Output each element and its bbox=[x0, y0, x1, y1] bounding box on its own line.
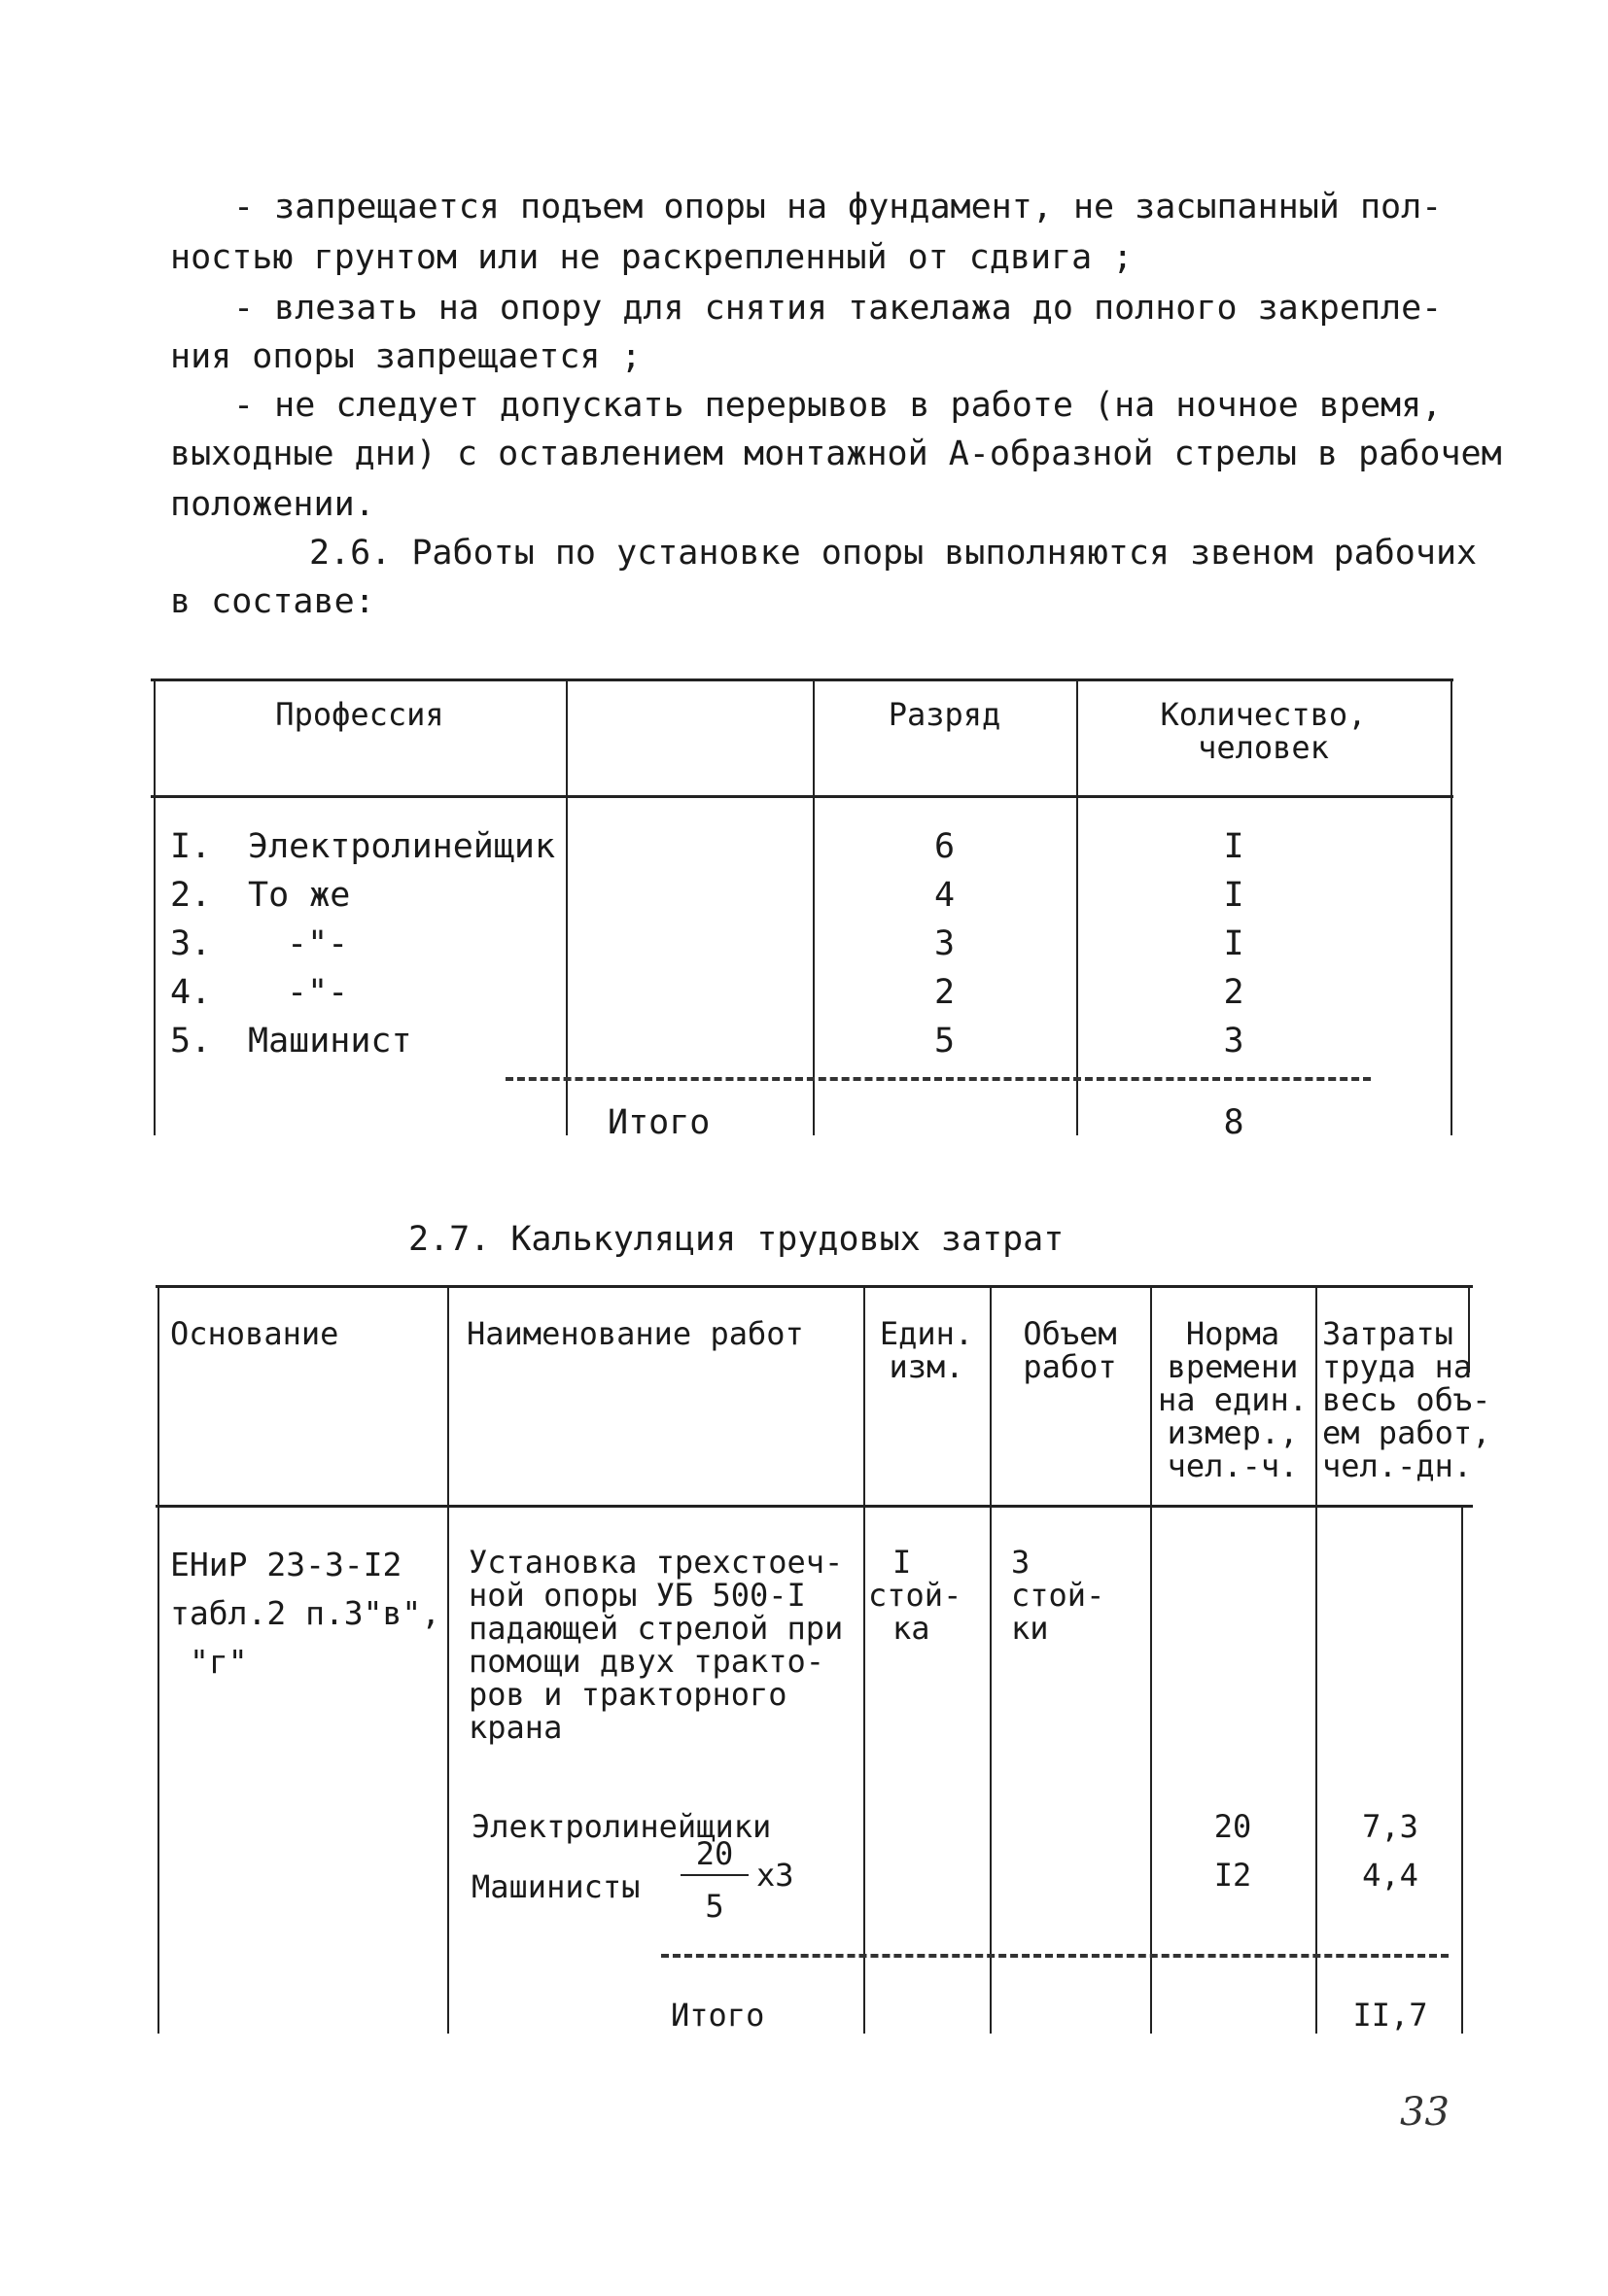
calc-sub2-frac-den: 5 bbox=[705, 1888, 724, 1925]
calc-work-line: ной опоры УБ 500-I bbox=[469, 1577, 806, 1614]
crew-row-grade: 5 bbox=[933, 1022, 956, 1061]
calc-header-norm-1: Норма bbox=[1185, 1315, 1280, 1352]
crew-header-grade: Разряд bbox=[888, 696, 1001, 733]
calc-work-line: крана bbox=[469, 1709, 563, 1746]
calc-volume-line: ки bbox=[1011, 1610, 1049, 1647]
calc-header-basis: Основание bbox=[170, 1315, 339, 1352]
para1-line2: ностью грунтом или не раскрепленный от сдвига ; bbox=[170, 238, 1134, 277]
crew-row-num: 3. bbox=[170, 924, 212, 963]
calc-volume-line: 3 bbox=[1011, 1544, 1031, 1581]
crew-row-num: I. bbox=[170, 827, 212, 866]
calc-sub2-frac-bar bbox=[681, 1874, 749, 1876]
calc-col-line-4 bbox=[990, 1285, 992, 2034]
calc-header-norm-2: времени bbox=[1167, 1348, 1299, 1385]
crew-row-count: I bbox=[1223, 827, 1244, 866]
calc-sub1-norm: 20 bbox=[1213, 1808, 1252, 1845]
calc-header-cost-5: чел.-дн. bbox=[1322, 1447, 1473, 1484]
calc-header-cost-3: весь объ- bbox=[1322, 1381, 1491, 1418]
calc-basis-3: "г" bbox=[190, 1643, 248, 1681]
crew-col-line-2 bbox=[566, 678, 568, 1135]
calc-col-line-7b bbox=[1461, 1505, 1463, 2034]
crew-row-count: I bbox=[1223, 924, 1244, 963]
calc-col-line-6 bbox=[1315, 1285, 1317, 2034]
calc-unit-line: стой- bbox=[868, 1577, 962, 1614]
crew-total-separator bbox=[506, 1077, 1371, 1081]
crew-row-num: 4. bbox=[170, 973, 212, 1012]
calc-col-line-3 bbox=[863, 1285, 865, 2034]
crew-row-profession: -"- bbox=[287, 973, 349, 1012]
crew-header-count-line1: Количество, bbox=[1160, 696, 1367, 733]
calc-header-work-name: Наименование работ bbox=[467, 1315, 804, 1352]
calc-header-volume-2: работ bbox=[1023, 1348, 1117, 1385]
para4-line1: 2.6. Работы по установке опоры выполняются звеном рабочих bbox=[309, 534, 1478, 573]
calc-header-cost-1: Затраты bbox=[1322, 1315, 1453, 1352]
calc-header-norm-4: измер., bbox=[1167, 1414, 1299, 1451]
crew-row-profession: То же bbox=[248, 876, 351, 915]
calc-header-volume-1: Объем bbox=[1023, 1315, 1117, 1352]
crew-row-count: 2 bbox=[1223, 973, 1244, 1012]
crew-row-grade: 4 bbox=[933, 876, 956, 915]
crew-row-profession: Машинист bbox=[248, 1022, 412, 1061]
page-number: 33 bbox=[1400, 2090, 1450, 2135]
crew-row-grade: 3 bbox=[933, 924, 956, 963]
crew-row-count: 3 bbox=[1223, 1022, 1244, 1061]
crew-table-header-rule bbox=[151, 795, 1453, 798]
calc-total-separator bbox=[661, 1954, 1449, 1958]
calc-title: 2.7. Калькуляция трудовых затрат bbox=[408, 1220, 1065, 1259]
crew-row-num: 5. bbox=[170, 1022, 212, 1061]
calc-header-unit-2: изм. bbox=[889, 1348, 964, 1385]
crew-header-count-line2: человек bbox=[1198, 729, 1329, 766]
crew-row-grade: 2 bbox=[933, 973, 956, 1012]
para4-line2: в составе: bbox=[170, 582, 375, 621]
calc-col-line-1 bbox=[157, 1285, 159, 2034]
para2-line2: ния опоры запрещается ; bbox=[170, 337, 642, 376]
crew-col-line-5 bbox=[1451, 678, 1452, 1135]
crew-total-value: 8 bbox=[1223, 1103, 1244, 1142]
calc-header-unit-1: Един. bbox=[879, 1315, 974, 1352]
calc-total-value: II,7 bbox=[1352, 1997, 1428, 2034]
para2-line1: - влезать на опору для снятия такелажа до полного закрепле- bbox=[233, 289, 1443, 328]
calc-sub1-label: Электролинейщики bbox=[472, 1808, 772, 1845]
calc-sub2-label: Машинисты bbox=[472, 1868, 641, 1905]
calc-total-label: Итого bbox=[671, 1997, 765, 2034]
crew-row-count: I bbox=[1223, 876, 1244, 915]
crew-row-grade: 6 bbox=[933, 827, 956, 866]
calc-basis-2: табл.2 п.3"в", bbox=[170, 1594, 441, 1632]
calc-header-cost-4: ем работ, bbox=[1322, 1414, 1491, 1451]
calc-sub2-frac-num: 20 bbox=[695, 1835, 734, 1872]
calc-volume-line: стой- bbox=[1011, 1577, 1105, 1614]
calc-unit-line: ка bbox=[892, 1610, 930, 1647]
calc-sub2-norm: I2 bbox=[1213, 1857, 1252, 1894]
calc-sub2-cost: 4,4 bbox=[1362, 1857, 1418, 1894]
calc-unit-line: I bbox=[892, 1544, 912, 1581]
calc-sub1-cost: 7,3 bbox=[1362, 1808, 1418, 1845]
calc-basis-1: ЕНиР 23-3-I2 bbox=[170, 1546, 402, 1583]
calc-header-cost-2: труда на bbox=[1322, 1348, 1473, 1385]
para3-line2: выходные дни) с оставлением монтажной А-образной стрелы в рабочем bbox=[170, 435, 1502, 473]
calc-work-line: падающей стрелой при bbox=[469, 1610, 844, 1647]
crew-total-label: Итого bbox=[608, 1103, 711, 1142]
crew-table-top-rule bbox=[151, 678, 1453, 681]
para1-line1: - запрещается подъем опоры на фундамент, не засыпанный пол- bbox=[233, 188, 1443, 226]
calc-table-top-rule bbox=[156, 1285, 1473, 1288]
calc-col-line-2 bbox=[447, 1285, 449, 2034]
calc-sub2-mult: х3 bbox=[756, 1857, 794, 1894]
para3-line1: - не следует допускать перерывов в работе (на ночное время, bbox=[233, 386, 1443, 425]
calc-work-line: ров и тракторного bbox=[469, 1676, 787, 1713]
crew-header-profession: Профессия bbox=[275, 696, 444, 733]
calc-header-norm-3: на един. bbox=[1157, 1381, 1309, 1418]
crew-row-num: 2. bbox=[170, 876, 212, 915]
crew-row-profession: -"- bbox=[287, 924, 349, 963]
calc-table-header-rule bbox=[156, 1505, 1473, 1508]
para3-line3: положении. bbox=[170, 485, 375, 524]
crew-row-profession: Электролинейщик bbox=[248, 827, 556, 866]
calc-work-line: помощи двух тракто- bbox=[469, 1643, 825, 1680]
calc-header-norm-5: чел.-ч. bbox=[1167, 1447, 1299, 1484]
calc-work-line: Установка трехстоеч- bbox=[469, 1544, 844, 1581]
crew-col-line-1 bbox=[154, 678, 156, 1135]
